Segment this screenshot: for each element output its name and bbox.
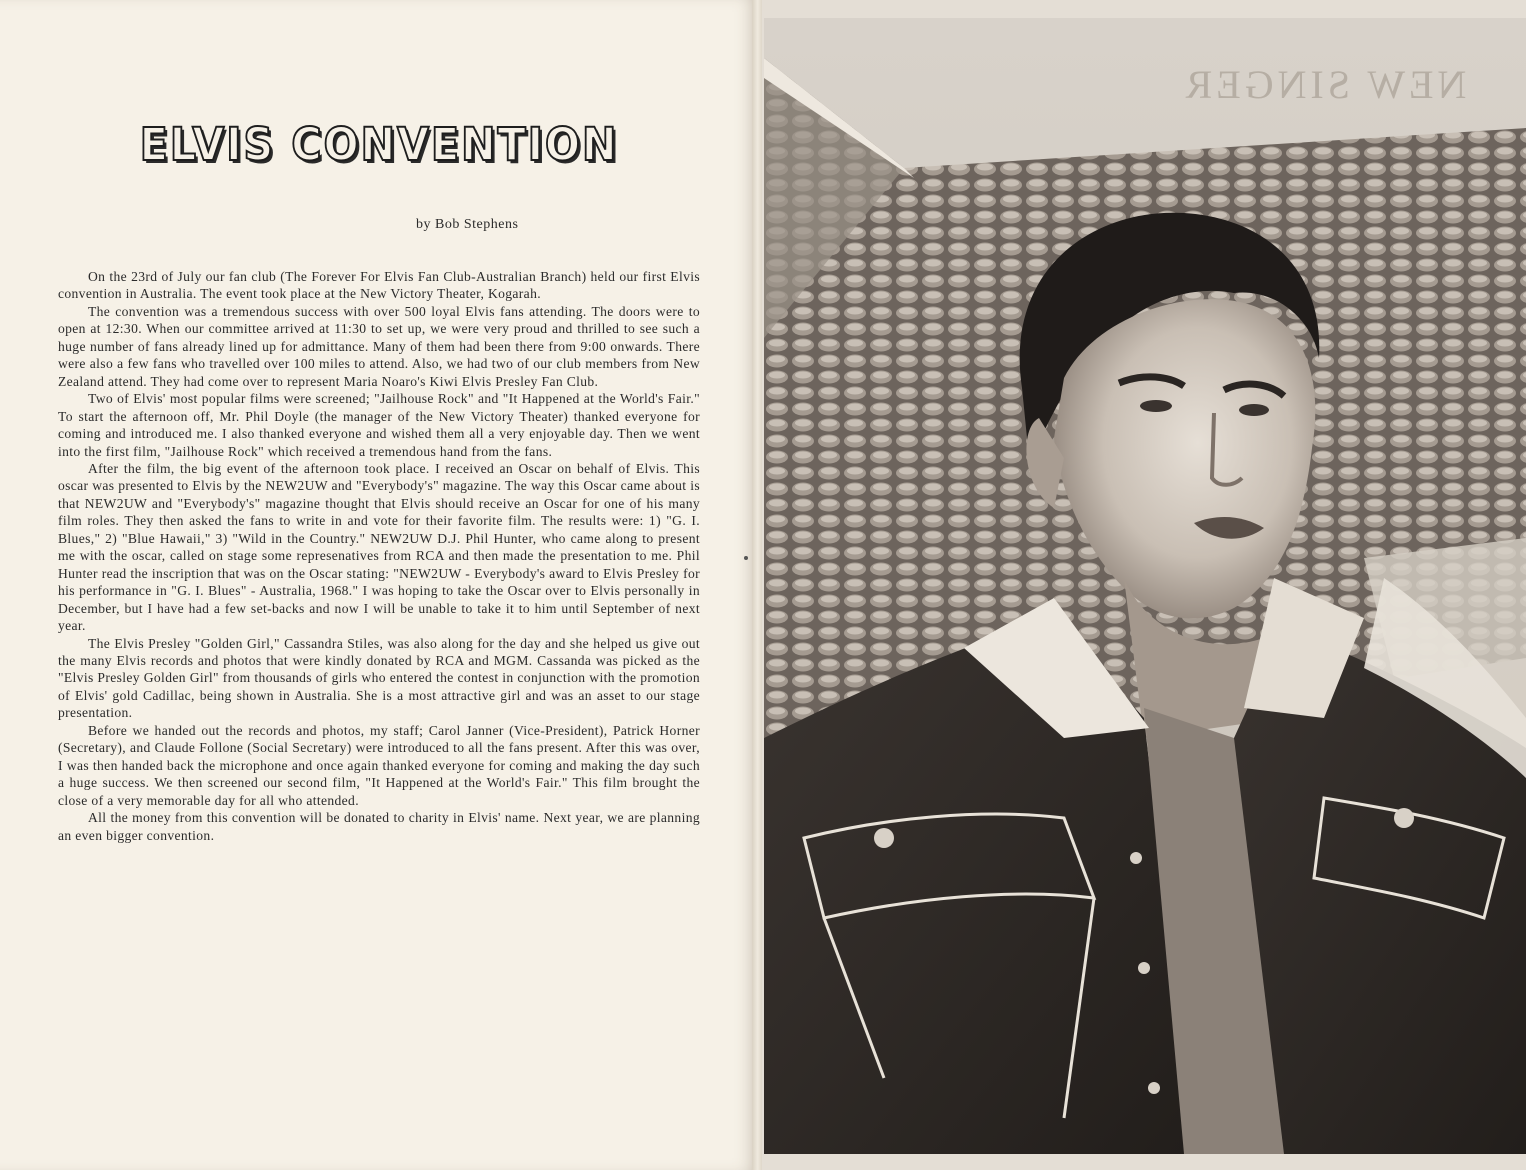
article-byline: by Bob Stephens — [416, 217, 519, 232]
left-page — [0, 0, 758, 1170]
paragraph: The Elvis Presley "Golden Girl," Cassandra Stiles, was also along for the day and she helped us give out the many Elvis records and photos that were kindly donated by RCA and MGM. Cassanda was picked as the "Elvis Presley Golden Girl" from thousands of girls who entered the contest in conjunction with the promotion of Elvis' gold Cadillac, being shown in Australia. She is a most attractive girl and was an asset to our stage presentation. — [58, 635, 700, 721]
paragraph: After the film, the big event of the afternoon took place. I received an Oscar on behalf of Elvis. This oscar was presented to Elvis by the NEW2UW and "Everybody's" magazine. The way this Oscar came about is that NEW2UW and "Everybody's" magazine thought that Elvis should receive an Oscar for one of his many film roles. They then asked the fans to write in and vote for their favorite film. The results were: 1) "G. I. Blues," 2) "Blue Hawaii," 3) "Wild in the Country." NEW2UW D.J. Phil Hunter, who came along to present me with the oscar, called on stage some represenatives from RCA and then made the presentation to me. Phil Hunter read the inscription that was on the Oscar stating: "NEW2UW - Everybody's award to Elvis Presley for his performance in "G. I. Blues" - Australia, 1968." I was hoping to take the Oscar over to Elvis personally in December, but I have had a few set-backs and now I will be unable to take it to him until September of next year. — [58, 460, 700, 634]
sign-text: NEW SINGER — [1181, 62, 1467, 107]
paragraph: All the money from this convention will be donated to charity in Elvis' name. Next year, we are planning an even bigger convention. — [58, 810, 700, 843]
paragraph: On the 23rd of July our fan club (The Forever For Elvis Fan Club-Australian Branch) held our first Elvis convention in Australia. The event took place at the New Victory Theater, Kogarah. — [58, 269, 700, 302]
portrait-photo — [764, 18, 1526, 1154]
article-title: ELVIS CONVENTION — [139, 118, 619, 171]
page-speck — [744, 556, 748, 560]
paragraph: Two of Elvis' most popular films were screened; "Jailhouse Rock" and "It Happened at the World's Fair." To start the afternoon off, Mr. Phil Doyle (the manager of the New Victory Theater) thanked everyone for coming and introduced me. I also thanked everyone and wished them all a very enjoyable day. Then we went into the first film, "Jailhouse Rock" which received a tremendous hand from the fans. — [58, 391, 700, 459]
article-body — [58, 268, 700, 844]
paragraph: The convention was a tremendous success with over 500 loyal Elvis fans attending. The doors were to open at 12:30. When our committee arrived at 11:30 to set up, we were very proud and thrilled to see such a huge number of fans already lined up for admittance. Many of them had been there from 9:00 onwards. There were also a few fans who travelled over 100 miles to attend. Also, we had two of our club members from New Zealand attend. They had come over to represent Maria Noaro's Kiwi Elvis Presley Fan Club. — [58, 303, 700, 389]
paragraph: Before we handed out the records and photos, my staff; Carol Janner (Vice-President), Patrick Horner (Secretary), and Claude Follone (Social Secretary) were introduced to all the fans present. After this was over, I was then handed back the microphone and once again thanked everyone for coming and making the day such a huge success. We then screened our second film, "It Happened at the World's Fair." This film brought the close of a very memorable day for all who attended. — [58, 722, 700, 808]
